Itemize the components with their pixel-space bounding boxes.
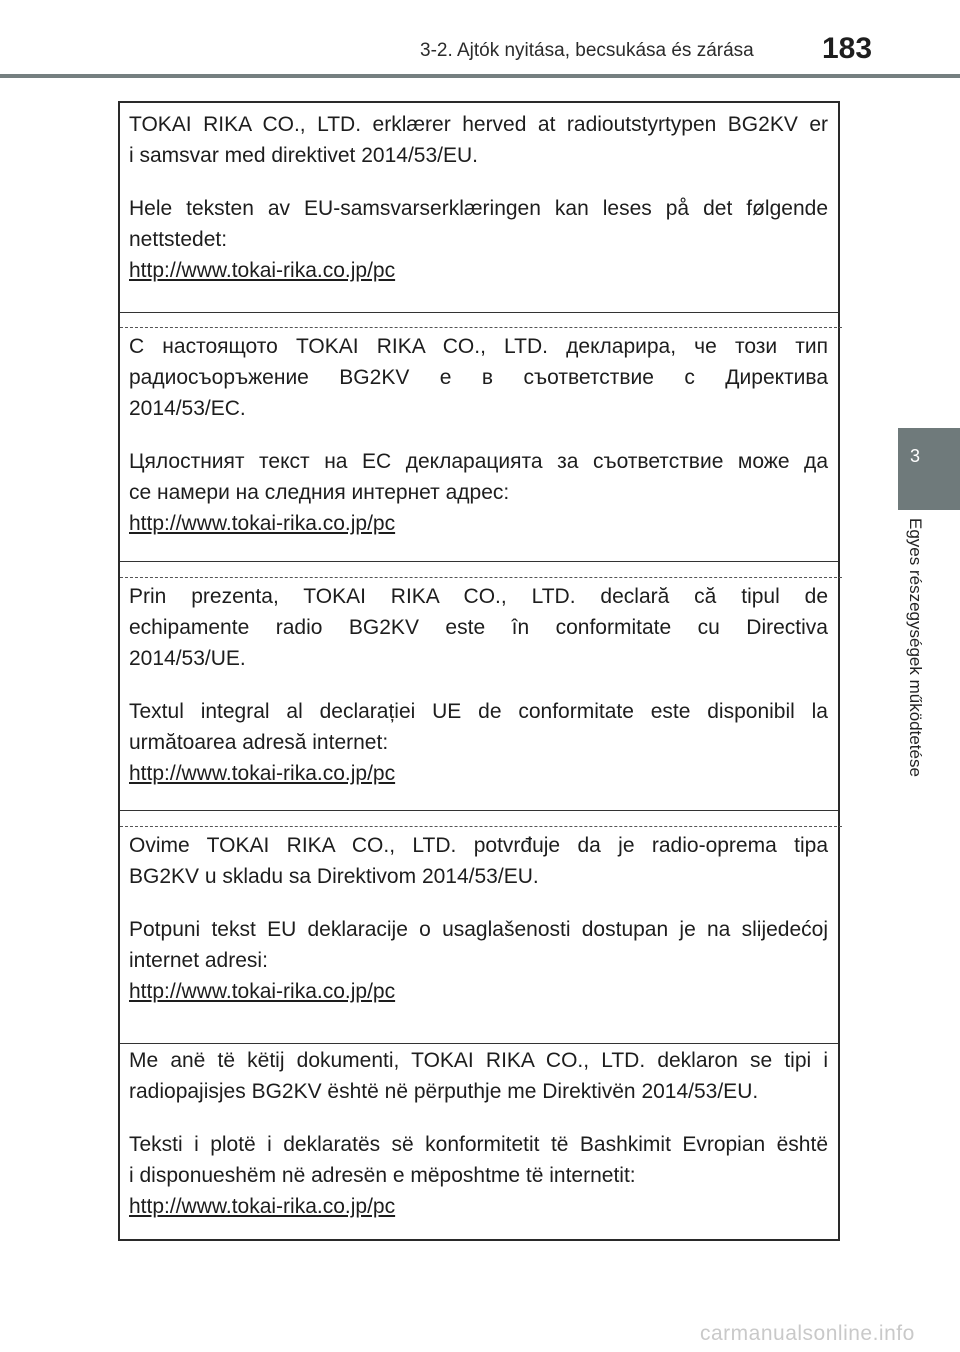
declaration-box — [118, 101, 840, 1241]
chapter-title: 3-2. Ajtók nyitása, becsukása és zárása — [420, 40, 754, 61]
declaration-text-line: nettstedet: — [129, 228, 228, 251]
declaration-text-line: Me anë të këtij dokumenti, TOKAI RIKA CO., LTD. deklaron se tipi i — [129, 1049, 828, 1072]
declaration-text-line: echipamente radio BG2KV este în conformitate cu Directiva — [129, 616, 828, 639]
declaration-section-norwegian — [120, 109, 838, 286]
page-number: 183 — [822, 32, 873, 65]
section-divider-dashed — [120, 577, 842, 578]
section-divider — [120, 312, 838, 313]
declaration-text-line: i disponueshëm në adresën e mëposhtme të internetit: — [129, 1164, 636, 1187]
declaration-text-line: TOKAI RIKA CO., LTD. erklærer herved at radioutstyrtypen BG2KV er — [129, 113, 828, 136]
declaration-text-line: Ovime TOKAI RIKA CO., LTD. potvrđuje da je radio-oprema tipa — [129, 834, 828, 857]
header-rule — [0, 74, 960, 78]
declaration-text-line: Potpuni tekst EU deklaracije o usaglašenosti dostupan je na slijedećoj — [129, 918, 828, 941]
declaration-url-link[interactable]: http://www.tokai-rika.co.jp/pc — [129, 1195, 396, 1218]
declaration-text-line: Teksti i plotë i deklaratës së konformitetit të Bashkimit Evropian është — [129, 1133, 828, 1156]
declaration-text-line: се намери на следния интернет адрес: — [129, 481, 510, 504]
declaration-text-line: i samsvar med direktivet 2014/53/EU. — [129, 144, 478, 167]
declaration-section-albanian — [120, 1045, 838, 1222]
chapter-tab-number: 3 — [909, 446, 920, 466]
section-divider-dashed — [120, 826, 842, 827]
declaration-text-line: Hele teksten av EU-samsvarserklæringen kan leses på det følgende — [129, 197, 828, 220]
declaration-section-bulgarian — [120, 331, 838, 539]
chapter-tab — [898, 428, 960, 510]
chapter-side-label: Egyes részegységek működtetése — [906, 518, 925, 777]
declaration-url-link[interactable]: http://www.tokai-rika.co.jp/pc — [129, 259, 396, 282]
section-divider — [120, 810, 838, 811]
declaration-section-romanian — [120, 581, 838, 789]
section-divider — [120, 561, 838, 562]
declaration-text-line: următoarea adresă internet: — [129, 731, 389, 754]
declaration-text-line: radiopajisjes BG2KV është në përputhje me Direktivën 2014/53/EU. — [129, 1080, 759, 1103]
declaration-text-line: радиосъоръжение BG2KV е в съответствие с Директива — [129, 366, 828, 389]
declaration-section-croatian — [120, 830, 838, 1007]
declaration-text-line: internet adresi: — [129, 949, 268, 972]
declaration-text-line: Textul integral al declarației UE de conformitate este disponibil la — [129, 700, 828, 723]
declaration-text-line: BG2KV u skladu sa Direktivom 2014/53/EU. — [129, 865, 539, 888]
section-divider — [120, 1043, 838, 1044]
declaration-text-line: 2014/53/ЕС. — [129, 397, 246, 420]
declaration-text-line: Цялостният текст на ЕС декларацията за съответствие може да — [129, 450, 828, 473]
declaration-text-line: Prin prezenta, TOKAI RIKA CO., LTD. declară că tipul de — [129, 585, 828, 608]
declaration-url-link[interactable]: http://www.tokai-rika.co.jp/pc — [129, 762, 396, 785]
declaration-text-line: 2014/53/UE. — [129, 647, 246, 670]
declaration-text-line: С настоящото TOKAI RIKA CO., LTD. декларира, че този тип — [129, 335, 828, 358]
declaration-url-link[interactable]: http://www.tokai-rika.co.jp/pc — [129, 980, 396, 1003]
declaration-url-link[interactable]: http://www.tokai-rika.co.jp/pc — [129, 512, 396, 535]
section-divider-dashed — [120, 327, 842, 328]
watermark: carmanualsonline.info — [700, 1322, 915, 1345]
